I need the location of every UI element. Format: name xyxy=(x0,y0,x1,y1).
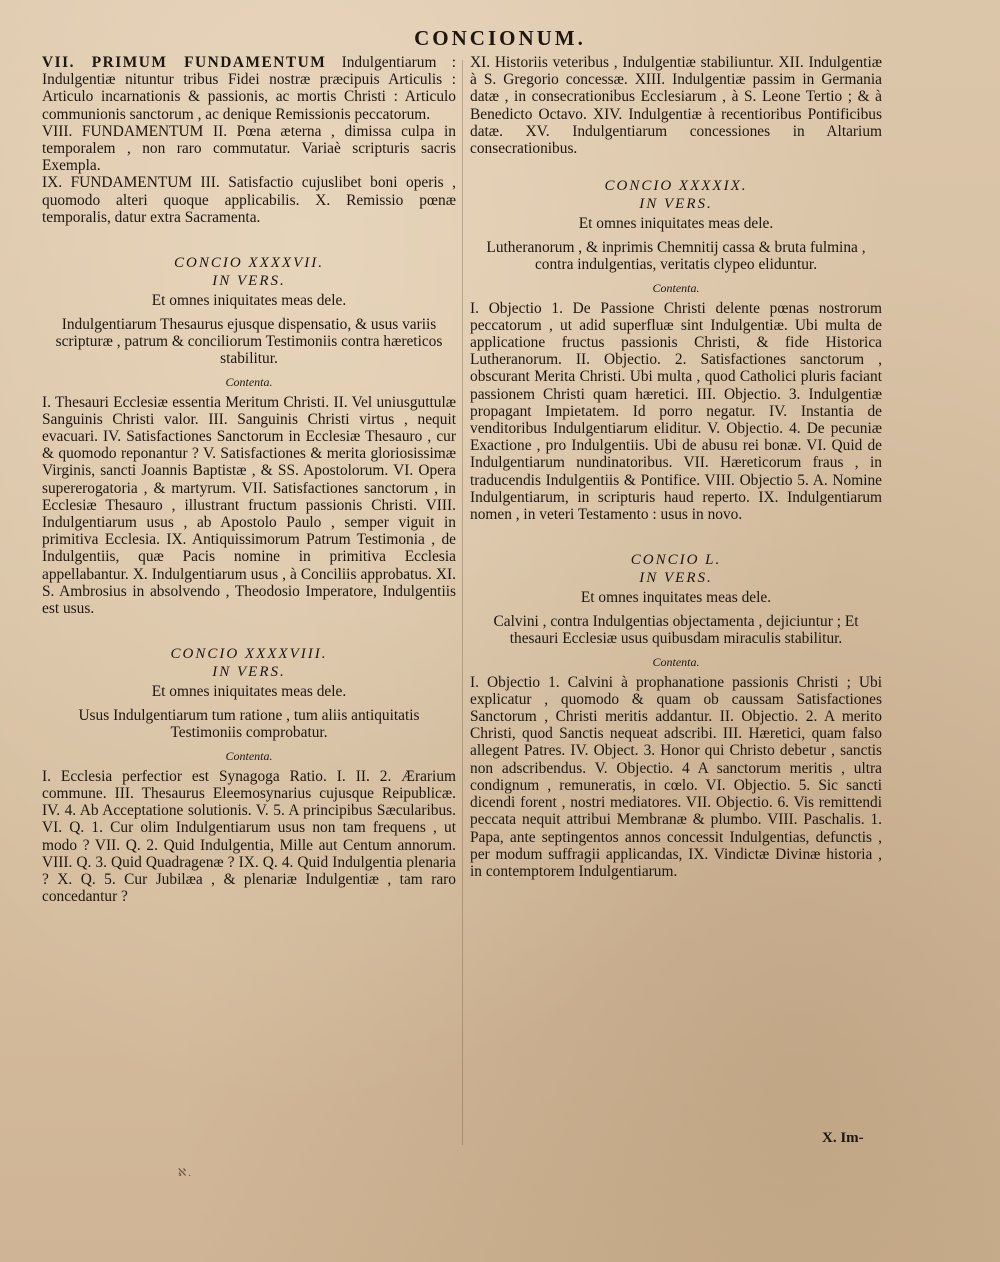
concio-47-summary: Indulgentiarum Thesaurus ejusque dispensatio, & usus variis scripturæ , patrum & conciliorum Testimoniis contra hæreticos stabilitur. xyxy=(55,316,443,368)
concio-49-summary: Lutheranorum , & inprimis Chemnitij cassa & bruta fulmina , contra indulgentias, veritatis clypeo eliduntur. xyxy=(486,239,866,274)
concio-50-invers: IN VERS. xyxy=(639,570,713,587)
signature-mark: ℵ. xyxy=(178,1167,193,1179)
running-head: CONCIONUM. xyxy=(414,26,586,50)
fundamentum-1-text: Indulgentiarum : Indulgentiæ nituntur tribus Fidei nostræ præcipuis Articulis : Articulo incarnationis & passionis, ac mortis Christi : Articulo communionis sanctorum , ac denique Remissionis peccatorum. xyxy=(42,54,456,123)
concio-47-verse: Et omnes iniquitates meas dele. xyxy=(151,292,347,310)
column-divider xyxy=(462,60,463,1145)
concio-49-title: CONCIO XXXXIX. xyxy=(604,178,748,195)
concio-47-contenta: Contenta. xyxy=(225,374,273,389)
concio-50-contenta: Contenta. xyxy=(652,654,700,669)
left-column xyxy=(42,54,456,905)
concio-50-body: I. Objectio 1. Calvini à prophanatione passionis Christi ; Ubi explicatur , quomodo & quam ob caussam Satisfactiones Sanctorum , Christi meritis addantur. II. Objectio. 2. A merito Christi, quod Sanctis nequeat adscribi. III. Hæretici, quam falso allegent Patres. IV. Object. 3. Honor qui Christo debetur , sanctis non adscribendus. V. Objectio. 4 A sanctorum meritis , ultra condignum , remuneratis, in cœlo. VI. Objectio. 5. Sic sancti dicendi forent , nostri mediatores. VII. Objectio. 6. Vis remittendi peccata nequit attribui Membranæ & plumbo. VIII. Paschalis. 1. Papa, ante septingentos annos concessit Indulgentias, defunctis , per modum suffragii applicandas, IX. Vindictæ Divinæ historia , in contemptorem Indulgentiarum. xyxy=(470,673,882,880)
concio-48-contenta: Contenta. xyxy=(225,748,273,763)
concio-48-body: I. Ecclesia perfectior est Synagoga Ratio. I. II. 2. Ærarium commune. III. Thesaurus Eleemosynarius cujusque Reipublicæ. IV. 4. Ab Acceptatione solutionis. V. 5. A principibus Sæcularibus. VI. Q. 1. Cur olim Indulgentiarum usus non tam frequens , ut modo ? VII. Q. 2. Quid Indulgentia, Mille aut Centum annorum. VIII. Q. 3. Quid Quadragenæ ? IX. Q. 4. Quid Indulgentia plenaria ? X. Q. 5. Cur Jubilæa , & plenariæ Indulgentiæ , tam raro concedantur ? xyxy=(42,767,456,906)
concio-49-contenta: Contenta. xyxy=(652,280,700,295)
concio-50-title: CONCIO L. xyxy=(630,552,722,569)
concio-50-summary: Calvini , contra Indulgentias objectamenta , dejiciuntur ; Et thesauri Ecclesiæ usus quibusdam miraculis stabilitur. xyxy=(493,613,859,648)
fundamentum-3: IX. FUNDAMENTUM III. Satisfactio cujuslibet boni operis , quomodo alteri quoque applicabilis. X. Remissio pœnæ temporalis, datur extra Sacramenta. xyxy=(42,174,456,226)
fundamentum-1-lead: VII. PRIMUM FUNDAMENTUM xyxy=(42,54,327,71)
concio-49-body: I. Objectio 1. De Passione Christi delente pœnas nostrorum peccatorum , ut adid superfluæ sint Indulgentiæ. Ubi multa de applicatione fructus passionis Christi, & fide Historica Lutheranorum. II. Objectio. 2. Satisfactiones sanctorum , obscurant Merita Christi. Ubi multa , quod Catholici pluris faciant passionem Christi quam hæretici. III. Objectio. 3. Indulgentiæ propagant Impietatem. Id porro negatur. IV. Instantia de venditoribus Indulgentiarum eliditur. V. Objectio. 4. De pecuniæ Exactione , pro Indulgentiis. Ubi de abusu rei bonæ. VI. Quid de Indulgentiarum nundinatoribus. VII. Hæreticorum fraus , in traducendis Indulgentiis & Pontifice. VIII. Objectio 5. A. Nomine Indulgentiarum, in scripturis haud reperto. IX. Indulgentiarum nomen , in veteri Testamento : usus in novo. xyxy=(470,299,882,524)
concio-48-verse: Et omnes iniquitates meas dele. xyxy=(151,683,347,701)
concio-47-title: CONCIO XXXXVII. xyxy=(174,255,324,272)
catchword: X. Im- xyxy=(822,1130,864,1146)
concio-47-body: I. Thesauri Ecclesiæ essentia Meritum Christi. II. Vel uniusguttulæ Sanguinis Christi valor. III. Sanguinis Christi virtus , nequit evacuari. IV. Satisfactiones Sanctorum in Ecclesiæ Thesauro , cur & quomodo reponantur ? V. Satisfactiones & merita gloriosissimæ Virginis, sancti Joannis Baptistæ , & SS. Apostolorum. VI. Opera supererogatoria , & martyrum. VII. Satisfactiones sanctorum , in Ecclesiæ Thesauro , illustrant fructum passionis Christi. VIII. Indulgentiarum usus , ab Apostolo Paulo , semper viguit in primitiva Ecclesia. IX. Antiquissimorum Patrum Testimonia , de Indulgentiis, quæ Pacis nomine in primitiva Ecclesia appellabantur. X. Indulgentiarum usus , à Conciliis approbatus. XI. S. Ambrosius in absolvendo , Theodosio Imperatore, Indulgentiis est usus. xyxy=(42,393,456,618)
fundamentum-1 xyxy=(42,54,456,123)
concio-48-summary: Usus Indulgentiarum tum ratione , tum aliis antiquitatis Testimoniis comprobatur. xyxy=(78,707,420,742)
concio-48-title: CONCIO XXXXVIII. xyxy=(170,646,328,663)
concio-50-verse: Et omnes inquitates meas dele. xyxy=(580,589,772,607)
concio-48-invers: IN VERS. xyxy=(212,664,286,681)
continuation-body: XI. Historiis veteribus , Indulgentiæ stabiliuntur. XII. Indulgentiæ à S. Gregorio concessæ. XIII. Indulgentiæ passim in Germania datæ , in consecrationibus Ecclesiarum , à S. Leone Tertio ; & à Benedicto Octavo. XIV. Indulgentiæ à recentioribus Pontificibus datæ. XV. Indulgentiarum concessiones in Altarium consecrationibus. xyxy=(470,54,882,158)
concio-49-invers: IN VERS. xyxy=(639,196,713,213)
fundamentum-2: VIII. FUNDAMENTUM II. Pœna æterna , dimissa culpa in temporalem , non raro commutatur. Variaè scripturis sacris Exempla. xyxy=(42,122,456,175)
concio-47-invers: IN VERS. xyxy=(212,273,286,290)
concio-49-verse: Et omnes iniquitates meas dele. xyxy=(578,215,774,233)
right-column xyxy=(470,54,882,880)
